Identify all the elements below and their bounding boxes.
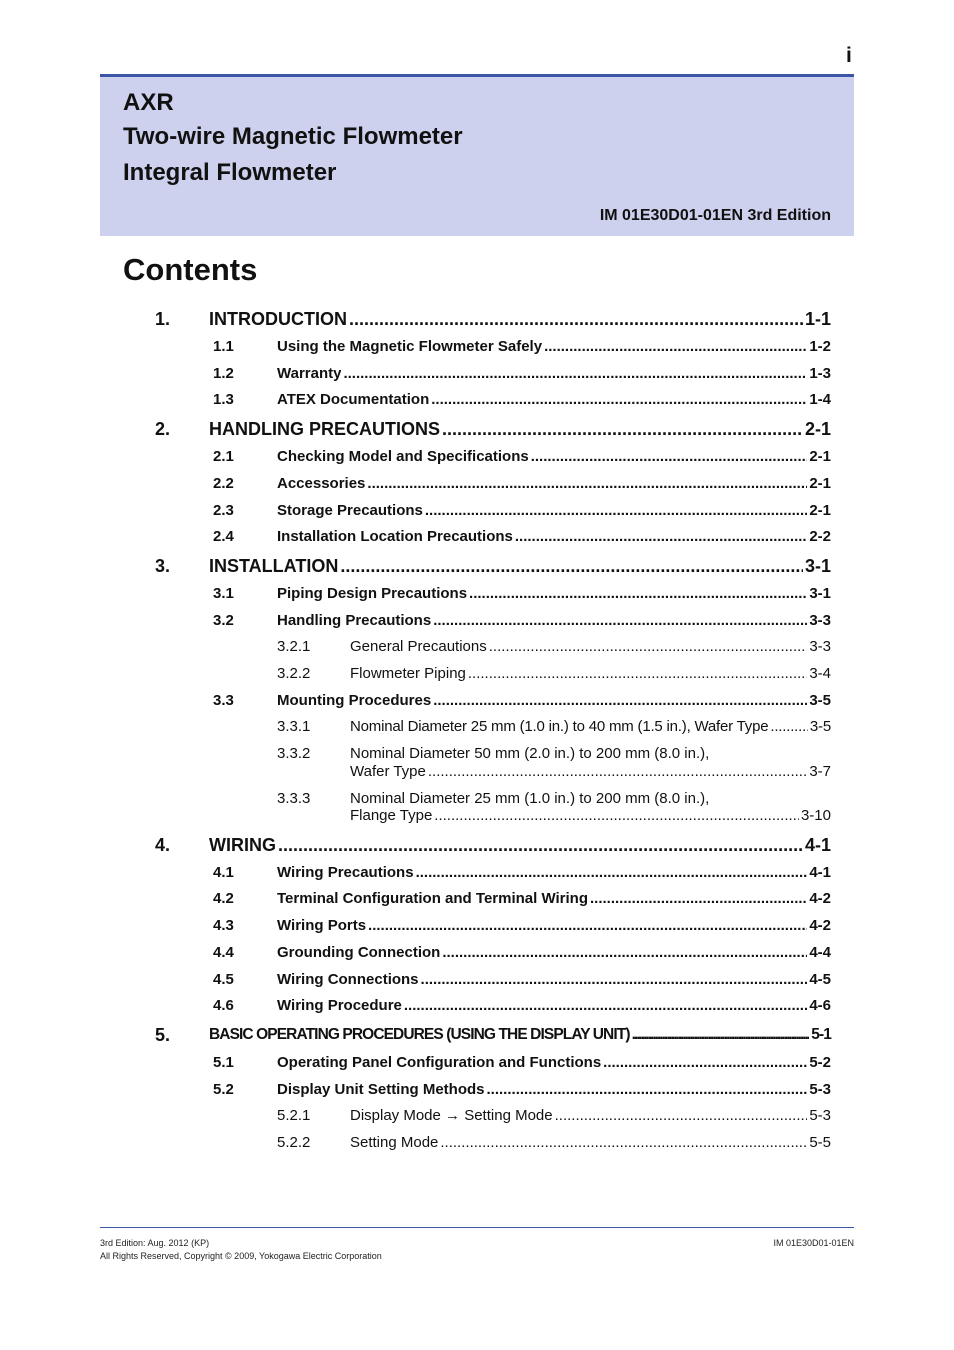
toc-page: 3-7 [809, 763, 831, 780]
toc-page: 5-3 [809, 1081, 831, 1098]
toc-label: Warranty [277, 365, 342, 382]
toc-page: 5-3 [809, 1107, 831, 1124]
toc-label: Flange Type [350, 807, 433, 824]
toc-entry[interactable] [350, 1107, 831, 1124]
toc-page: 2-1 [809, 502, 831, 519]
toc-label: INSTALLATION [209, 556, 339, 576]
toc-label: Piping Design Precautions [277, 585, 468, 602]
toc-number: 2.3 [213, 502, 234, 519]
document-edition: IM 01E30D01-01EN 3rd Edition [599, 207, 831, 224]
toc-number: 2.2 [213, 475, 234, 492]
toc-label: Installation Location Precautions [277, 528, 513, 545]
toc-page: 3-10 [800, 807, 831, 824]
toc-page: 1-3 [809, 365, 831, 382]
toc-entry[interactable] [350, 807, 831, 824]
toc-entry[interactable] [277, 612, 831, 629]
toc-page: 1-2 [809, 338, 831, 355]
toc-number: 5. [155, 1025, 171, 1045]
product-code: AXR [123, 89, 174, 116]
toc-number: 4. [155, 835, 171, 855]
toc-entry[interactable] [277, 585, 831, 602]
toc-number: 3.3.2 [277, 745, 311, 762]
toc-number: 3.3.3 [277, 790, 311, 807]
toc-label: WIRING [209, 835, 276, 855]
footer-document-id: IM 01E30D01-01EN [773, 1238, 854, 1248]
toc-entry[interactable] [277, 391, 831, 408]
toc-number: 1.2 [213, 365, 234, 382]
toc-number: 2.4 [213, 528, 234, 545]
toc-label: Handling Precautions [277, 612, 432, 629]
toc-label: ATEX Documentation [277, 391, 430, 408]
toc-entry[interactable] [277, 1081, 831, 1098]
toc-entry[interactable] [350, 1134, 831, 1151]
toc-label: Operating Panel Configuration and Functions [277, 1054, 602, 1071]
toc-label-line1: Nominal Diameter 50 mm (2.0 in.) to 200 mm (8.0 in.), [350, 745, 710, 762]
toc-page: 1-4 [809, 391, 831, 408]
toc-number: 2.1 [213, 448, 234, 465]
toc-number: 4.6 [213, 997, 234, 1014]
toc-number: 4.4 [213, 944, 234, 961]
toc-number: 1. [155, 309, 171, 329]
toc-page: 3-1 [804, 556, 831, 576]
toc-label: Wiring Connections [277, 971, 419, 988]
toc-label: Flowmeter Piping [350, 665, 466, 682]
toc-page: 3-1 [809, 585, 831, 602]
toc-entry[interactable] [277, 971, 831, 988]
toc-entry[interactable] [350, 718, 831, 735]
toc-number: 3.2.1 [277, 638, 311, 655]
toc-page: 3-5 [809, 692, 831, 709]
toc-page: 4-6 [809, 997, 831, 1014]
toc-entry-chapter-2[interactable] [209, 419, 831, 440]
toc-entry[interactable] [277, 944, 831, 961]
toc-label: Mounting Procedures [277, 692, 432, 709]
toc-number: 1.1 [213, 338, 234, 355]
toc-entry[interactable] [277, 917, 831, 934]
toc-label: Wiring Procedure [277, 997, 402, 1014]
toc-entry[interactable] [277, 864, 831, 881]
toc-label: Nominal Diameter 25 mm (1.0 in.) to 40 mm (1.5 in.), Wafer Type [350, 718, 769, 735]
toc-number: 5.1 [213, 1054, 234, 1071]
toc-label: Terminal Configuration and Terminal Wiring [277, 890, 588, 907]
toc-page: 2-1 [809, 475, 831, 492]
toc-page: 4-1 [809, 864, 831, 881]
toc-page: 5-1 [811, 1026, 831, 1043]
toc-page: 5-5 [809, 1134, 831, 1151]
toc-label-line1: Nominal Diameter 25 mm (1.0 in.) to 200 mm (8.0 in.), [350, 790, 710, 807]
toc-number: 3.2 [213, 612, 234, 629]
toc-entry-chapter-3[interactable] [209, 556, 831, 577]
toc-entry[interactable] [277, 528, 831, 545]
toc-entry-chapter-1[interactable] [209, 309, 831, 330]
toc-entry[interactable] [350, 665, 831, 682]
toc-entry[interactable] [277, 338, 831, 355]
toc-page: 3-3 [809, 638, 831, 655]
toc-number: 4.5 [213, 971, 234, 988]
toc-label: Wafer Type [350, 763, 426, 780]
toc-entry[interactable] [277, 997, 831, 1014]
toc-entry[interactable] [350, 638, 831, 655]
toc-page: 4-2 [809, 917, 831, 934]
toc-page: 3-3 [809, 612, 831, 629]
toc-number: 3.3 [213, 692, 234, 709]
toc-number: 4.1 [213, 864, 234, 881]
toc-entry[interactable] [277, 692, 831, 709]
product-subtitle: Integral Flowmeter [123, 159, 337, 186]
toc-page: 1-1 [804, 309, 831, 329]
toc-label: Wiring Precautions [277, 864, 414, 881]
toc-number: 3.3.1 [277, 718, 311, 735]
toc-page: 4-4 [809, 944, 831, 961]
toc-entry[interactable] [277, 502, 831, 519]
toc-label: INTRODUCTION [209, 309, 347, 329]
toc-number: 5.2.1 [277, 1107, 311, 1124]
contents-heading: Contents [123, 252, 258, 287]
footer-edition: 3rd Edition: Aug. 2012 (KP) [100, 1238, 210, 1248]
toc-page: 4-5 [809, 971, 831, 988]
toc-number: 4.3 [213, 917, 234, 934]
toc-label: Storage Precautions [277, 502, 423, 519]
product-title: Two-wire Magnetic Flowmeter [123, 123, 463, 150]
toc-entry[interactable] [350, 763, 831, 780]
toc-page: 4-2 [809, 890, 831, 907]
toc-number: 4.2 [213, 890, 234, 907]
toc-page: 2-2 [809, 528, 831, 545]
toc-number: 2. [155, 419, 171, 439]
toc-label: Accessories [277, 475, 366, 492]
toc-label: Display Unit Setting Methods [277, 1081, 485, 1098]
toc-entry-chapter-5[interactable] [209, 1026, 831, 1044]
toc-page: 4-1 [804, 835, 831, 855]
toc-label: Wiring Ports [277, 917, 367, 934]
toc-number: 3.1 [213, 585, 234, 602]
toc-page: 3-4 [809, 665, 831, 682]
toc-entry[interactable] [277, 1054, 831, 1071]
footer-divider [100, 1227, 854, 1228]
page-number: i [846, 44, 852, 67]
toc-label: HANDLING PRECAUTIONS [209, 419, 441, 439]
toc-label: Grounding Connection [277, 944, 441, 961]
toc-entry[interactable] [277, 890, 831, 907]
toc-label: Checking Model and Specifications [277, 448, 529, 465]
toc-label: General Precautions [350, 638, 487, 655]
footer-copyright: All Rights Reserved, Copyright © 2009, Yokogawa Electric Corporation [100, 1251, 382, 1261]
title-banner [100, 74, 854, 236]
toc-label: BASIC OPERATING PROCEDURES (USING THE DISPLAY UNIT) [209, 1026, 630, 1043]
toc-label: Display Mode → Setting Mode [350, 1107, 553, 1124]
toc-entry-chapter-4[interactable] [209, 835, 831, 856]
toc-label: Using the Magnetic Flowmeter Safely [277, 338, 543, 355]
toc-entry[interactable] [277, 365, 831, 382]
toc-number: 5.2 [213, 1081, 234, 1098]
toc-number: 1.3 [213, 391, 234, 408]
toc-entry[interactable] [277, 448, 831, 465]
toc-number: 3.2.2 [277, 665, 311, 682]
toc-page: 5-2 [809, 1054, 831, 1071]
toc-page: 3-5 [809, 718, 831, 735]
toc-number: 3. [155, 556, 171, 576]
toc-entry[interactable] [277, 475, 831, 492]
toc-page: 2-1 [804, 419, 831, 439]
toc-number: 5.2.2 [277, 1134, 311, 1151]
toc-page: 2-1 [809, 448, 831, 465]
toc-label: Setting Mode [350, 1134, 439, 1151]
